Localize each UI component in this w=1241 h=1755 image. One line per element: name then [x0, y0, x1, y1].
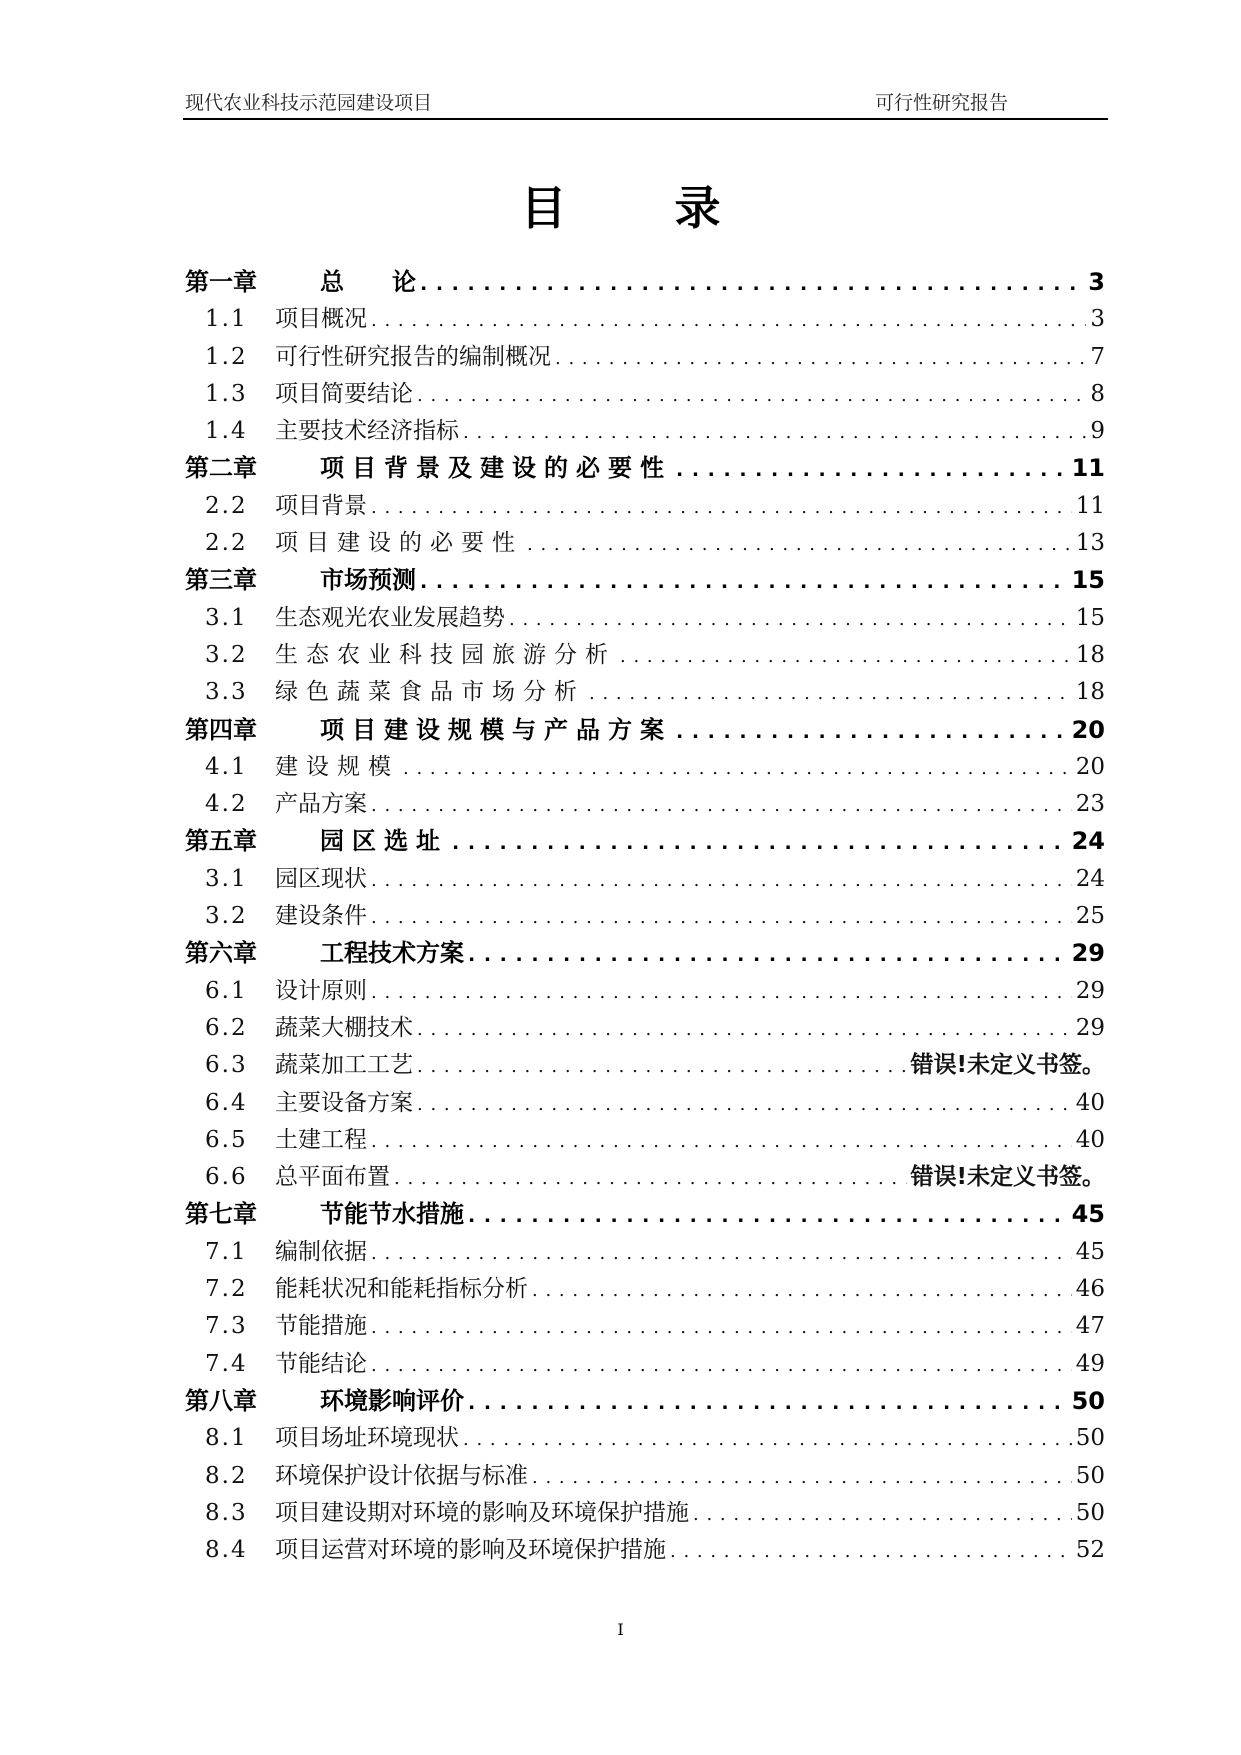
toc-entry-label: 设计原则 — [275, 977, 367, 1004]
toc-entry-label: 项目背景及建设的必要性 — [320, 454, 672, 483]
toc-entry-number: 第三章 — [185, 566, 257, 595]
toc-page-number: 9 — [1090, 418, 1105, 445]
toc-page-number: 15 — [1075, 604, 1105, 631]
toc-entry-number: 第五章 — [185, 827, 257, 856]
toc-entry-label: 编制依据 — [275, 1238, 367, 1265]
toc-entry-number: 3.2 — [205, 903, 248, 930]
header-report-type: 可行性研究报告 — [874, 92, 1008, 114]
toc-dot-leader — [693, 1495, 1072, 1533]
toc-entry-number: 4.2 — [205, 791, 248, 818]
toc-entry-number: 第四章 — [185, 715, 257, 744]
toc-entry-number: 1.2 — [205, 343, 248, 370]
toc-page-number: 11 — [1071, 454, 1105, 483]
toc-entry-number: 2.2 — [205, 530, 248, 557]
toc-entry-label: 总平面布置 — [275, 1164, 390, 1191]
toc-section-entry[interactable] — [185, 1047, 1105, 1084]
toc-entry-number: 7.4 — [205, 1350, 248, 1377]
toc-section-entry[interactable] — [185, 339, 1105, 376]
toc-dot-leader — [468, 1196, 1068, 1235]
toc-dot-leader — [527, 525, 1072, 563]
toc-section-entry[interactable] — [185, 1010, 1105, 1047]
toc-dot-leader — [420, 264, 1084, 303]
toc-page-number: 45 — [1075, 1238, 1105, 1265]
toc-entry-number: 第六章 — [185, 939, 257, 968]
toc-dot-leader — [509, 600, 1072, 638]
toc-dot-leader — [371, 898, 1072, 936]
toc-entry-label: 园区现状 — [275, 865, 367, 892]
toc-entry-label: 可行性研究报告的编制概况 — [275, 343, 551, 370]
toc-page-number: 29 — [1075, 1014, 1105, 1041]
toc-entry-label: 蔬菜大棚技术 — [275, 1014, 413, 1041]
toc-section-entry[interactable] — [185, 1346, 1105, 1383]
toc-entry-number: 6.1 — [205, 977, 248, 1004]
toc-entry-number: 3.1 — [205, 865, 248, 892]
toc-page-number: 13 — [1075, 530, 1105, 557]
toc-entry-label: 节能节水措施 — [320, 1200, 464, 1229]
toc-section-entry[interactable] — [185, 1495, 1105, 1532]
toc-dot-leader — [371, 861, 1072, 899]
toc-page-number: 23 — [1075, 791, 1105, 818]
toc-section-entry[interactable] — [185, 301, 1105, 338]
toc-dot-leader — [420, 562, 1068, 601]
toc-entry-label: 项目场址环境现状 — [275, 1425, 459, 1452]
toc-page-number: 47 — [1075, 1313, 1105, 1340]
toc-dot-leader — [371, 1346, 1072, 1384]
toc-entry-label: 蔬菜加工工艺 — [275, 1052, 413, 1079]
toc-section-entry[interactable] — [185, 1458, 1105, 1495]
toc-entry-number: 8.3 — [205, 1499, 248, 1526]
toc-page-number: 52 — [1075, 1537, 1105, 1564]
toc-dot-leader — [620, 637, 1072, 675]
toc-page-number: 50 — [1075, 1425, 1105, 1452]
toc-chapter-entry[interactable] — [185, 450, 1105, 487]
toc-section-entry[interactable] — [185, 413, 1105, 450]
toc-page-number: 29 — [1075, 977, 1105, 1004]
toc-entry-label: 园区选址 — [320, 827, 448, 856]
toc-page-number: 50 — [1071, 1386, 1105, 1415]
toc-dot-leader — [417, 1085, 1072, 1123]
table-of-contents — [185, 264, 1105, 1569]
toc-section-entry[interactable] — [185, 1420, 1105, 1457]
toc-dot-leader — [403, 749, 1072, 787]
toc-dot-leader — [532, 1271, 1072, 1309]
toc-section-entry[interactable] — [185, 1234, 1105, 1271]
header-project-name: 现代农业科技示范园建设项目 — [185, 92, 433, 114]
toc-dot-leader — [555, 339, 1086, 377]
toc-dot-leader — [371, 973, 1072, 1011]
toc-bookmark-error: 错误!未定义书签。 — [910, 1052, 1105, 1079]
toc-section-entry[interactable] — [185, 525, 1105, 562]
toc-title: 目 录 — [520, 181, 767, 235]
toc-dot-leader — [452, 823, 1068, 862]
toc-entry-label: 建设条件 — [275, 903, 367, 930]
toc-dot-leader — [417, 376, 1086, 414]
toc-dot-leader — [371, 1122, 1072, 1160]
toc-dot-leader — [371, 488, 1072, 526]
toc-dot-leader — [532, 1458, 1072, 1496]
toc-entry-number: 第八章 — [185, 1386, 257, 1415]
toc-entry-label: 项目概况 — [275, 306, 367, 333]
toc-page-number: 24 — [1071, 827, 1105, 856]
toc-entry-number: 1.1 — [205, 306, 248, 333]
toc-page-number: 3 — [1088, 268, 1105, 296]
toc-section-entry[interactable] — [185, 674, 1105, 711]
toc-page-number: 18 — [1075, 679, 1105, 706]
toc-page-number: 24 — [1075, 865, 1105, 892]
toc-section-entry[interactable] — [185, 898, 1105, 935]
toc-page-number: 40 — [1075, 1089, 1105, 1116]
toc-entry-label: 土建工程 — [275, 1126, 367, 1153]
toc-entry-label: 节能结论 — [275, 1350, 367, 1377]
toc-entry-label: 项目运营对环境的影响及环境保护措施 — [275, 1537, 666, 1564]
toc-entry-number: 3.3 — [205, 679, 248, 706]
toc-entry-label: 总 论 — [320, 268, 416, 296]
toc-section-entry[interactable] — [185, 861, 1105, 898]
toc-page-number: 49 — [1075, 1350, 1105, 1377]
toc-entry-number: 7.2 — [205, 1276, 248, 1303]
toc-chapter-entry[interactable] — [185, 1196, 1105, 1233]
toc-page-number: 46 — [1075, 1276, 1105, 1303]
toc-page-number: 50 — [1075, 1462, 1105, 1489]
toc-section-entry[interactable] — [185, 1271, 1105, 1308]
toc-entry-number: 第二章 — [185, 454, 257, 483]
toc-entry-label: 生态农业科技园旅游分析 — [275, 641, 616, 668]
toc-page-number: 25 — [1075, 903, 1105, 930]
toc-chapter-entry[interactable] — [185, 264, 1105, 301]
toc-section-entry[interactable] — [185, 488, 1105, 525]
toc-entry-label: 节能措施 — [275, 1313, 367, 1340]
toc-dot-leader — [417, 1047, 907, 1085]
toc-page-number: 29 — [1071, 939, 1105, 968]
toc-entry-number: 8.1 — [205, 1425, 248, 1452]
toc-dot-leader — [463, 413, 1086, 451]
toc-section-entry[interactable] — [185, 376, 1105, 413]
toc-entry-number: 1.4 — [205, 418, 248, 445]
toc-dot-leader — [670, 1532, 1072, 1570]
toc-page-number: 7 — [1090, 343, 1105, 370]
toc-dot-leader — [371, 786, 1072, 824]
toc-entry-number: 6.3 — [205, 1052, 248, 1079]
toc-entry-number: 3.1 — [205, 604, 248, 631]
toc-entry-label: 项目背景 — [275, 492, 367, 519]
toc-page-number: 20 — [1071, 715, 1105, 744]
toc-section-entry[interactable] — [185, 600, 1105, 637]
toc-chapter-entry[interactable] — [185, 712, 1105, 749]
toc-dot-leader — [417, 1010, 1072, 1048]
toc-section-entry[interactable] — [185, 1308, 1105, 1345]
toc-entry-label: 环境保护设计依据与标准 — [275, 1462, 528, 1489]
toc-entry-number: 第一章 — [185, 268, 257, 296]
toc-entry-number: 第七章 — [185, 1200, 257, 1229]
toc-page-number: 45 — [1071, 1200, 1105, 1229]
toc-entry-number: 7.3 — [205, 1313, 248, 1340]
toc-dot-leader — [676, 712, 1068, 751]
toc-section-entry[interactable] — [185, 1159, 1105, 1196]
toc-section-entry[interactable] — [185, 637, 1105, 674]
toc-entry-label: 产品方案 — [275, 791, 367, 818]
toc-section-entry[interactable] — [185, 1085, 1105, 1122]
toc-entry-number: 8.2 — [205, 1462, 248, 1489]
toc-entry-number: 1.3 — [205, 380, 248, 407]
toc-entry-label: 项目简要结论 — [275, 380, 413, 407]
toc-dot-leader — [589, 674, 1072, 712]
toc-entry-number: 6.4 — [205, 1089, 248, 1116]
toc-entry-number: 7.1 — [205, 1238, 248, 1265]
toc-entry-label: 市场预测 — [320, 566, 416, 595]
toc-page-number: 3 — [1090, 306, 1105, 333]
toc-dot-leader — [371, 1234, 1072, 1272]
toc-chapter-entry[interactable] — [185, 1383, 1105, 1420]
toc-dot-leader — [468, 1383, 1068, 1422]
toc-entry-label: 生态观光农业发展趋势 — [275, 604, 505, 631]
toc-entry-label: 项目建设的必要性 — [275, 530, 523, 557]
toc-section-entry[interactable] — [185, 1122, 1105, 1159]
toc-entry-label: 工程技术方案 — [320, 939, 464, 968]
toc-chapter-entry[interactable] — [185, 823, 1105, 860]
toc-entry-label: 能耗状况和能耗指标分析 — [275, 1276, 528, 1303]
toc-dot-leader — [463, 1420, 1072, 1458]
toc-entry-number: 8.4 — [205, 1537, 248, 1564]
toc-section-entry[interactable] — [185, 786, 1105, 823]
toc-bookmark-error: 错误!未定义书签。 — [910, 1164, 1105, 1191]
toc-entry-number: 6.2 — [205, 1014, 248, 1041]
toc-chapter-entry[interactable] — [185, 562, 1105, 599]
toc-dot-leader — [371, 1308, 1072, 1346]
toc-page-number: 8 — [1090, 380, 1105, 407]
toc-dot-leader — [394, 1159, 907, 1197]
toc-section-entry[interactable] — [185, 1532, 1105, 1569]
toc-page-number: 40 — [1075, 1126, 1105, 1153]
toc-section-entry[interactable] — [185, 749, 1105, 786]
toc-entry-number: 3.2 — [205, 641, 248, 668]
toc-dot-leader — [468, 935, 1068, 974]
toc-page-number: 11 — [1075, 492, 1105, 519]
toc-page-number: 18 — [1075, 641, 1105, 668]
toc-entry-label: 主要设备方案 — [275, 1089, 413, 1116]
toc-entry-number: 4.1 — [205, 753, 248, 780]
toc-chapter-entry[interactable] — [185, 935, 1105, 972]
toc-entry-label: 项目建设期对环境的影响及环境保护措施 — [275, 1499, 689, 1526]
toc-page-number: 15 — [1071, 566, 1105, 595]
toc-dot-leader — [371, 301, 1086, 339]
toc-entry-label: 主要技术经济指标 — [275, 418, 459, 445]
toc-section-entry[interactable] — [185, 973, 1105, 1010]
toc-entry-number: 6.6 — [205, 1164, 248, 1191]
page-number: I — [617, 1620, 624, 1639]
toc-page-number: 20 — [1075, 753, 1105, 780]
page-header — [183, 86, 1108, 120]
toc-entry-label: 建设规模 — [275, 753, 399, 780]
toc-entry-label: 环境影响评价 — [320, 1386, 464, 1415]
toc-entry-number: 2.2 — [205, 492, 248, 519]
toc-page-number: 50 — [1075, 1499, 1105, 1526]
toc-entry-label: 绿色蔬菜食品市场分析 — [275, 679, 585, 706]
toc-dot-leader — [676, 450, 1068, 489]
toc-entry-number: 6.5 — [205, 1126, 248, 1153]
toc-entry-label: 项目建设规模与产品方案 — [320, 715, 672, 744]
